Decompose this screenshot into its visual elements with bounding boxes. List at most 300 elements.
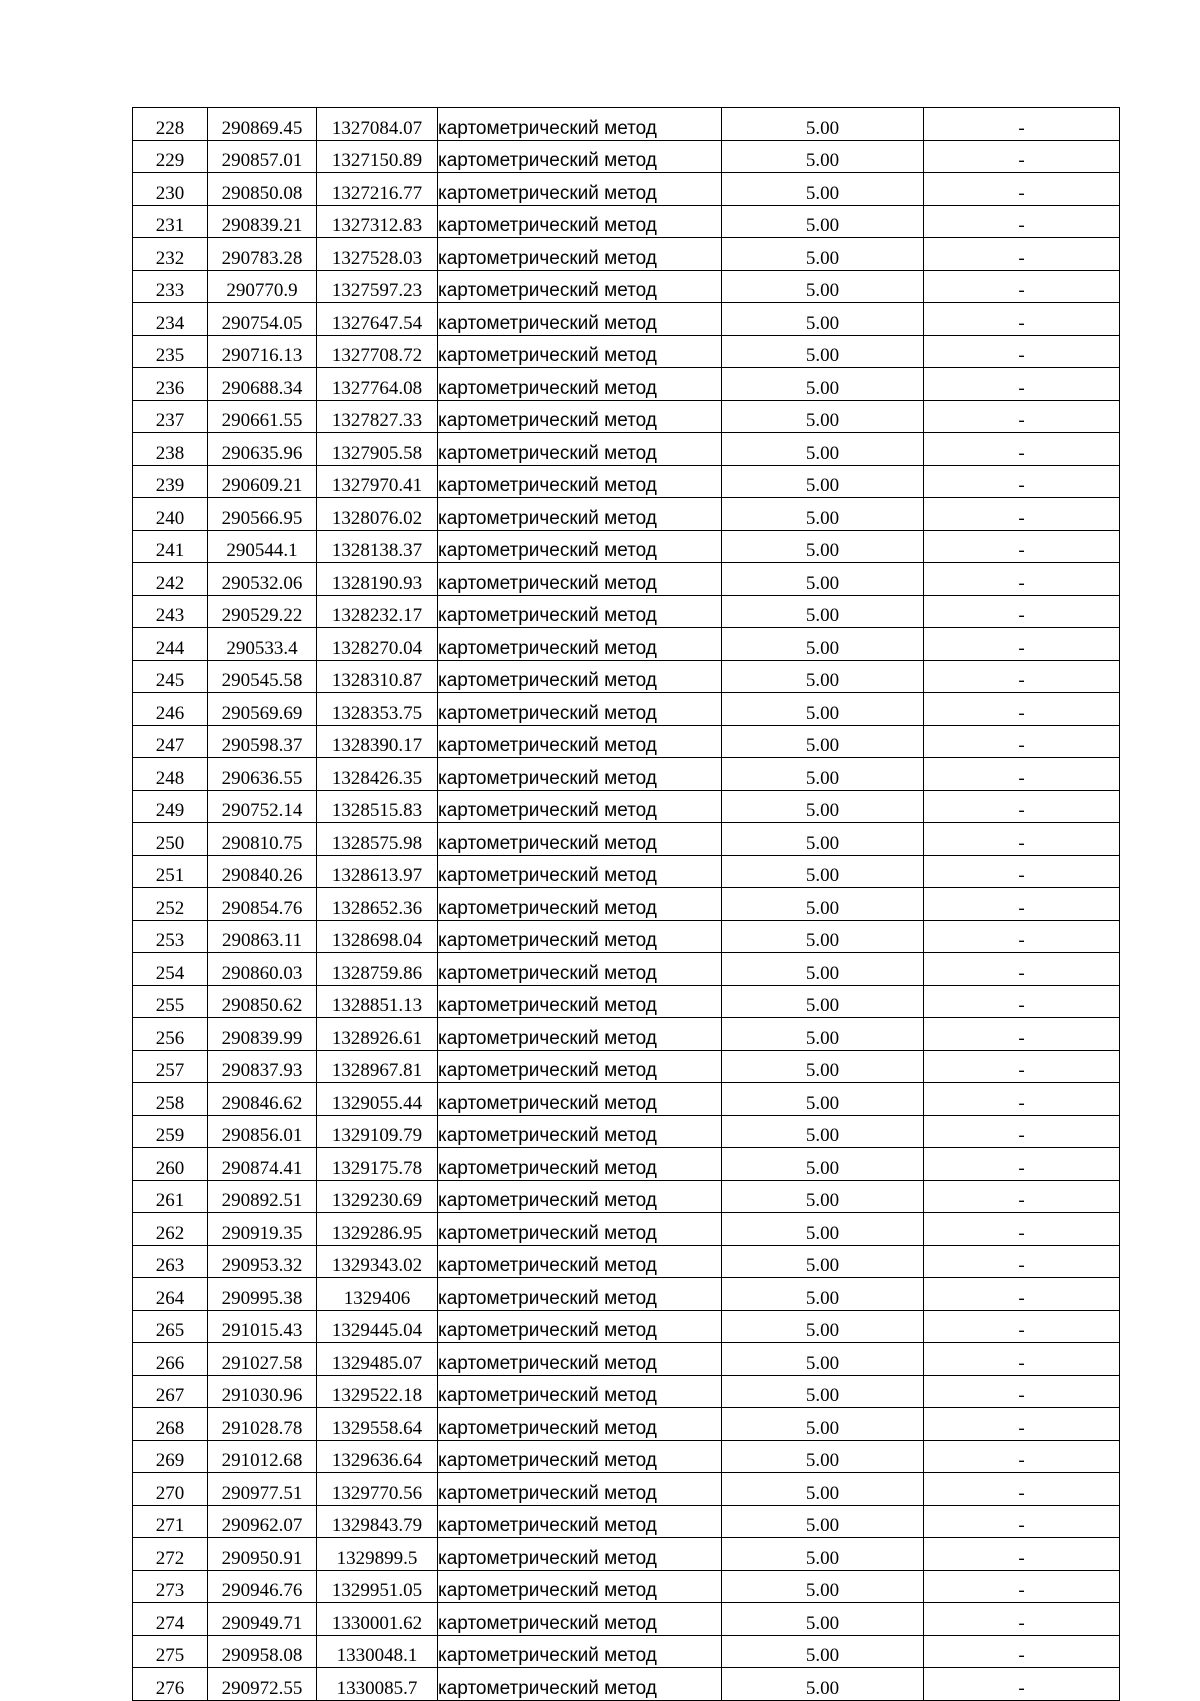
table-row <box>133 1018 1120 1051</box>
table-row <box>133 173 1120 206</box>
table-row <box>133 205 1120 238</box>
method-cell: картометрический метод <box>438 1635 722 1668</box>
method-cell: картометрический метод <box>438 1505 722 1538</box>
point-number-cell: 271 <box>133 1505 208 1538</box>
x-coordinate-cell: 290995.38 <box>208 1278 317 1311</box>
y-coordinate-cell: 1329558.64 <box>317 1408 438 1441</box>
x-coordinate-cell: 290839.21 <box>208 205 317 238</box>
table-row <box>133 303 1120 336</box>
table-row <box>133 758 1120 791</box>
description-cell: - <box>924 140 1120 173</box>
y-coordinate-cell: 1329230.69 <box>317 1180 438 1213</box>
y-coordinate-cell: 1327528.03 <box>317 238 438 271</box>
accuracy-cell: 5.00 <box>722 1538 924 1571</box>
description-cell: - <box>924 173 1120 206</box>
x-coordinate-cell: 290688.34 <box>208 368 317 401</box>
y-coordinate-cell: 1329109.79 <box>317 1115 438 1148</box>
y-coordinate-cell: 1328759.86 <box>317 953 438 986</box>
table-row <box>133 985 1120 1018</box>
description-cell: - <box>924 1635 1120 1668</box>
method-cell: картометрический метод <box>438 855 722 888</box>
point-number-cell: 257 <box>133 1050 208 1083</box>
point-number-cell: 230 <box>133 173 208 206</box>
description-cell: - <box>924 1603 1120 1636</box>
accuracy-cell: 5.00 <box>722 1570 924 1603</box>
y-coordinate-cell: 1328138.37 <box>317 530 438 563</box>
method-cell: картометрический метод <box>438 238 722 271</box>
y-coordinate-cell: 1327150.89 <box>317 140 438 173</box>
method-cell: картометрический метод <box>438 173 722 206</box>
y-coordinate-cell: 1327312.83 <box>317 205 438 238</box>
description-cell: - <box>924 270 1120 303</box>
table-row <box>133 1538 1120 1571</box>
point-number-cell: 245 <box>133 660 208 693</box>
method-cell: картометрический метод <box>438 660 722 693</box>
accuracy-cell: 5.00 <box>722 758 924 791</box>
accuracy-cell: 5.00 <box>722 628 924 661</box>
y-coordinate-cell: 1328698.04 <box>317 920 438 953</box>
y-coordinate-cell: 1327216.77 <box>317 173 438 206</box>
method-cell: картометрический метод <box>438 790 722 823</box>
y-coordinate-cell: 1329055.44 <box>317 1083 438 1116</box>
x-coordinate-cell: 290716.13 <box>208 335 317 368</box>
x-coordinate-cell: 290529.22 <box>208 595 317 628</box>
x-coordinate-cell: 290545.58 <box>208 660 317 693</box>
accuracy-cell: 5.00 <box>722 855 924 888</box>
accuracy-cell: 5.00 <box>722 1310 924 1343</box>
point-number-cell: 275 <box>133 1635 208 1668</box>
y-coordinate-cell: 1329406 <box>317 1278 438 1311</box>
y-coordinate-cell: 1328190.93 <box>317 563 438 596</box>
point-number-cell: 233 <box>133 270 208 303</box>
method-cell: картометрический метод <box>438 368 722 401</box>
x-coordinate-cell: 290919.35 <box>208 1213 317 1246</box>
y-coordinate-cell: 1328851.13 <box>317 985 438 1018</box>
x-coordinate-cell: 290874.41 <box>208 1148 317 1181</box>
point-number-cell: 276 <box>133 1668 208 1701</box>
method-cell: картометрический метод <box>438 205 722 238</box>
accuracy-cell: 5.00 <box>722 498 924 531</box>
point-number-cell: 232 <box>133 238 208 271</box>
table-row <box>133 1570 1120 1603</box>
accuracy-cell: 5.00 <box>722 205 924 238</box>
accuracy-cell: 5.00 <box>722 140 924 173</box>
accuracy-cell: 5.00 <box>722 1343 924 1376</box>
point-number-cell: 253 <box>133 920 208 953</box>
point-number-cell: 272 <box>133 1538 208 1571</box>
y-coordinate-cell: 1328426.35 <box>317 758 438 791</box>
method-cell: картометрический метод <box>438 888 722 921</box>
accuracy-cell: 5.00 <box>722 693 924 726</box>
method-cell: картометрический метод <box>438 400 722 433</box>
method-cell: картометрический метод <box>438 1473 722 1506</box>
table-row <box>133 563 1120 596</box>
accuracy-cell: 5.00 <box>722 1603 924 1636</box>
description-cell: - <box>924 1083 1120 1116</box>
table-row <box>133 335 1120 368</box>
y-coordinate-cell: 1328652.36 <box>317 888 438 921</box>
description-cell: - <box>924 660 1120 693</box>
method-cell: картометрический метод <box>438 1180 722 1213</box>
table-row <box>133 1213 1120 1246</box>
description-cell: - <box>924 1245 1120 1278</box>
accuracy-cell: 5.00 <box>722 1083 924 1116</box>
x-coordinate-cell: 290946.76 <box>208 1570 317 1603</box>
description-cell: - <box>924 1440 1120 1473</box>
description-cell: - <box>924 1473 1120 1506</box>
x-coordinate-cell: 290850.08 <box>208 173 317 206</box>
y-coordinate-cell: 1330085.7 <box>317 1668 438 1701</box>
accuracy-cell: 5.00 <box>722 1245 924 1278</box>
method-cell: картометрический метод <box>438 1245 722 1278</box>
method-cell: картометрический метод <box>438 530 722 563</box>
point-number-cell: 242 <box>133 563 208 596</box>
x-coordinate-cell: 290783.28 <box>208 238 317 271</box>
table-row <box>133 465 1120 498</box>
method-cell: картометрический метод <box>438 1538 722 1571</box>
table-row <box>133 1050 1120 1083</box>
description-cell: - <box>924 823 1120 856</box>
method-cell: картометрический метод <box>438 1310 722 1343</box>
description-cell: - <box>924 1213 1120 1246</box>
description-cell: - <box>924 628 1120 661</box>
table-row <box>133 1245 1120 1278</box>
description-cell: - <box>924 205 1120 238</box>
x-coordinate-cell: 290839.99 <box>208 1018 317 1051</box>
table-row <box>133 400 1120 433</box>
point-number-cell: 246 <box>133 693 208 726</box>
method-cell: картометрический метод <box>438 335 722 368</box>
accuracy-cell: 5.00 <box>722 465 924 498</box>
accuracy-cell: 5.00 <box>722 303 924 336</box>
table-row <box>133 855 1120 888</box>
x-coordinate-cell: 290962.07 <box>208 1505 317 1538</box>
y-coordinate-cell: 1328575.98 <box>317 823 438 856</box>
y-coordinate-cell: 1328270.04 <box>317 628 438 661</box>
accuracy-cell: 5.00 <box>722 1473 924 1506</box>
y-coordinate-cell: 1329636.64 <box>317 1440 438 1473</box>
description-cell: - <box>924 400 1120 433</box>
y-coordinate-cell: 1329843.79 <box>317 1505 438 1538</box>
method-cell: картометрический метод <box>438 1570 722 1603</box>
x-coordinate-cell: 290598.37 <box>208 725 317 758</box>
method-cell: картометрический метод <box>438 563 722 596</box>
method-cell: картометрический метод <box>438 140 722 173</box>
x-coordinate-cell: 290569.69 <box>208 693 317 726</box>
accuracy-cell: 5.00 <box>722 725 924 758</box>
accuracy-cell: 5.00 <box>722 563 924 596</box>
x-coordinate-cell: 290635.96 <box>208 433 317 466</box>
point-number-cell: 266 <box>133 1343 208 1376</box>
table-row <box>133 1148 1120 1181</box>
x-coordinate-cell: 290958.08 <box>208 1635 317 1668</box>
point-number-cell: 240 <box>133 498 208 531</box>
x-coordinate-cell: 290533.4 <box>208 628 317 661</box>
x-coordinate-cell: 290860.03 <box>208 953 317 986</box>
x-coordinate-cell: 290810.75 <box>208 823 317 856</box>
table-row <box>133 498 1120 531</box>
x-coordinate-cell: 290754.05 <box>208 303 317 336</box>
accuracy-cell: 5.00 <box>722 1050 924 1083</box>
x-coordinate-cell: 290636.55 <box>208 758 317 791</box>
point-number-cell: 254 <box>133 953 208 986</box>
point-number-cell: 231 <box>133 205 208 238</box>
x-coordinate-cell: 290977.51 <box>208 1473 317 1506</box>
y-coordinate-cell: 1330001.62 <box>317 1603 438 1636</box>
accuracy-cell: 5.00 <box>722 173 924 206</box>
table-row <box>133 1408 1120 1441</box>
table-row <box>133 1278 1120 1311</box>
x-coordinate-cell: 291028.78 <box>208 1408 317 1441</box>
table-row <box>133 1635 1120 1668</box>
y-coordinate-cell: 1328353.75 <box>317 693 438 726</box>
table-row <box>133 140 1120 173</box>
point-number-cell: 273 <box>133 1570 208 1603</box>
description-cell: - <box>924 595 1120 628</box>
y-coordinate-cell: 1327970.41 <box>317 465 438 498</box>
x-coordinate-cell: 290846.62 <box>208 1083 317 1116</box>
y-coordinate-cell: 1329770.56 <box>317 1473 438 1506</box>
accuracy-cell: 5.00 <box>722 1180 924 1213</box>
x-coordinate-cell: 290840.26 <box>208 855 317 888</box>
y-coordinate-cell: 1328515.83 <box>317 790 438 823</box>
point-number-cell: 241 <box>133 530 208 563</box>
table-row <box>133 1603 1120 1636</box>
point-number-cell: 251 <box>133 855 208 888</box>
accuracy-cell: 5.00 <box>722 108 924 141</box>
y-coordinate-cell: 1328310.87 <box>317 660 438 693</box>
y-coordinate-cell: 1329485.07 <box>317 1343 438 1376</box>
table-row <box>133 1083 1120 1116</box>
y-coordinate-cell: 1328076.02 <box>317 498 438 531</box>
x-coordinate-cell: 290544.1 <box>208 530 317 563</box>
accuracy-cell: 5.00 <box>722 790 924 823</box>
y-coordinate-cell: 1329445.04 <box>317 1310 438 1343</box>
point-number-cell: 259 <box>133 1115 208 1148</box>
y-coordinate-cell: 1328390.17 <box>317 725 438 758</box>
accuracy-cell: 5.00 <box>722 270 924 303</box>
x-coordinate-cell: 290863.11 <box>208 920 317 953</box>
method-cell: картометрический метод <box>438 1668 722 1701</box>
accuracy-cell: 5.00 <box>722 1505 924 1538</box>
description-cell: - <box>924 888 1120 921</box>
x-coordinate-cell: 290869.45 <box>208 108 317 141</box>
coordinates-table-body <box>133 108 1120 1701</box>
table-row <box>133 238 1120 271</box>
y-coordinate-cell: 1327647.54 <box>317 303 438 336</box>
table-row <box>133 888 1120 921</box>
table-row <box>133 1310 1120 1343</box>
accuracy-cell: 5.00 <box>722 400 924 433</box>
description-cell: - <box>924 1408 1120 1441</box>
description-cell: - <box>924 498 1120 531</box>
method-cell: картометрический метод <box>438 1375 722 1408</box>
description-cell: - <box>924 855 1120 888</box>
method-cell: картометрический метод <box>438 1213 722 1246</box>
coordinates-table <box>132 107 1120 1701</box>
point-number-cell: 250 <box>133 823 208 856</box>
x-coordinate-cell: 290532.06 <box>208 563 317 596</box>
x-coordinate-cell: 291030.96 <box>208 1375 317 1408</box>
description-cell: - <box>924 465 1120 498</box>
y-coordinate-cell: 1327597.23 <box>317 270 438 303</box>
description-cell: - <box>924 1570 1120 1603</box>
description-cell: - <box>924 433 1120 466</box>
method-cell: картометрический метод <box>438 628 722 661</box>
point-number-cell: 270 <box>133 1473 208 1506</box>
point-number-cell: 274 <box>133 1603 208 1636</box>
accuracy-cell: 5.00 <box>722 660 924 693</box>
table-row <box>133 693 1120 726</box>
description-cell: - <box>924 790 1120 823</box>
point-number-cell: 267 <box>133 1375 208 1408</box>
table-row <box>133 823 1120 856</box>
y-coordinate-cell: 1327708.72 <box>317 335 438 368</box>
description-cell: - <box>924 1148 1120 1181</box>
accuracy-cell: 5.00 <box>722 1375 924 1408</box>
description-cell: - <box>924 1310 1120 1343</box>
method-cell: картометрический метод <box>438 1603 722 1636</box>
method-cell: картометрический метод <box>438 725 722 758</box>
y-coordinate-cell: 1327084.07 <box>317 108 438 141</box>
accuracy-cell: 5.00 <box>722 238 924 271</box>
method-cell: картометрический метод <box>438 433 722 466</box>
point-number-cell: 247 <box>133 725 208 758</box>
point-number-cell: 228 <box>133 108 208 141</box>
x-coordinate-cell: 291015.43 <box>208 1310 317 1343</box>
x-coordinate-cell: 290566.95 <box>208 498 317 531</box>
y-coordinate-cell: 1327764.08 <box>317 368 438 401</box>
method-cell: картометрический метод <box>438 498 722 531</box>
method-cell: картометрический метод <box>438 1440 722 1473</box>
description-cell: - <box>924 985 1120 1018</box>
method-cell: картометрический метод <box>438 1083 722 1116</box>
point-number-cell: 249 <box>133 790 208 823</box>
description-cell: - <box>924 335 1120 368</box>
table-row <box>133 660 1120 693</box>
table-row <box>133 108 1120 141</box>
method-cell: картометрический метод <box>438 953 722 986</box>
accuracy-cell: 5.00 <box>722 1668 924 1701</box>
description-cell: - <box>924 725 1120 758</box>
point-number-cell: 269 <box>133 1440 208 1473</box>
accuracy-cell: 5.00 <box>722 1148 924 1181</box>
x-coordinate-cell: 290857.01 <box>208 140 317 173</box>
accuracy-cell: 5.00 <box>722 823 924 856</box>
accuracy-cell: 5.00 <box>722 595 924 628</box>
accuracy-cell: 5.00 <box>722 985 924 1018</box>
point-number-cell: 244 <box>133 628 208 661</box>
method-cell: картометрический метод <box>438 1343 722 1376</box>
accuracy-cell: 5.00 <box>722 530 924 563</box>
method-cell: картометрический метод <box>438 823 722 856</box>
point-number-cell: 234 <box>133 303 208 336</box>
method-cell: картометрический метод <box>438 758 722 791</box>
x-coordinate-cell: 291012.68 <box>208 1440 317 1473</box>
x-coordinate-cell: 290856.01 <box>208 1115 317 1148</box>
description-cell: - <box>924 953 1120 986</box>
point-number-cell: 229 <box>133 140 208 173</box>
description-cell: - <box>924 693 1120 726</box>
x-coordinate-cell: 290661.55 <box>208 400 317 433</box>
point-number-cell: 262 <box>133 1213 208 1246</box>
x-coordinate-cell: 291027.58 <box>208 1343 317 1376</box>
y-coordinate-cell: 1329175.78 <box>317 1148 438 1181</box>
y-coordinate-cell: 1327827.33 <box>317 400 438 433</box>
method-cell: картометрический метод <box>438 1115 722 1148</box>
method-cell: картометрический метод <box>438 693 722 726</box>
table-row <box>133 1668 1120 1701</box>
accuracy-cell: 5.00 <box>722 1440 924 1473</box>
description-cell: - <box>924 368 1120 401</box>
table-row <box>133 725 1120 758</box>
description-cell: - <box>924 1018 1120 1051</box>
description-cell: - <box>924 758 1120 791</box>
x-coordinate-cell: 290837.93 <box>208 1050 317 1083</box>
description-cell: - <box>924 1538 1120 1571</box>
method-cell: картометрический метод <box>438 465 722 498</box>
table-row <box>133 1375 1120 1408</box>
point-number-cell: 252 <box>133 888 208 921</box>
point-number-cell: 248 <box>133 758 208 791</box>
accuracy-cell: 5.00 <box>722 1018 924 1051</box>
table-row <box>133 530 1120 563</box>
description-cell: - <box>924 920 1120 953</box>
description-cell: - <box>924 563 1120 596</box>
accuracy-cell: 5.00 <box>722 920 924 953</box>
table-row <box>133 1115 1120 1148</box>
table-row <box>133 1473 1120 1506</box>
table-row <box>133 920 1120 953</box>
table-row <box>133 1343 1120 1376</box>
description-cell: - <box>924 108 1120 141</box>
method-cell: картометрический метод <box>438 1148 722 1181</box>
table-row <box>133 270 1120 303</box>
method-cell: картометрический метод <box>438 108 722 141</box>
method-cell: картометрический метод <box>438 985 722 1018</box>
point-number-cell: 237 <box>133 400 208 433</box>
method-cell: картометрический метод <box>438 920 722 953</box>
accuracy-cell: 5.00 <box>722 368 924 401</box>
point-number-cell: 261 <box>133 1180 208 1213</box>
y-coordinate-cell: 1327905.58 <box>317 433 438 466</box>
method-cell: картометрический метод <box>438 595 722 628</box>
table-row <box>133 790 1120 823</box>
x-coordinate-cell: 290949.71 <box>208 1603 317 1636</box>
description-cell: - <box>924 530 1120 563</box>
y-coordinate-cell: 1328232.17 <box>317 595 438 628</box>
method-cell: картометрический метод <box>438 1050 722 1083</box>
x-coordinate-cell: 290950.91 <box>208 1538 317 1571</box>
point-number-cell: 239 <box>133 465 208 498</box>
accuracy-cell: 5.00 <box>722 1408 924 1441</box>
description-cell: - <box>924 1668 1120 1701</box>
x-coordinate-cell: 290752.14 <box>208 790 317 823</box>
y-coordinate-cell: 1329899.5 <box>317 1538 438 1571</box>
y-coordinate-cell: 1330048.1 <box>317 1635 438 1668</box>
description-cell: - <box>924 1050 1120 1083</box>
table-row <box>133 1180 1120 1213</box>
description-cell: - <box>924 1278 1120 1311</box>
point-number-cell: 258 <box>133 1083 208 1116</box>
y-coordinate-cell: 1329343.02 <box>317 1245 438 1278</box>
x-coordinate-cell: 290854.76 <box>208 888 317 921</box>
method-cell: картометрический метод <box>438 303 722 336</box>
description-cell: - <box>924 1180 1120 1213</box>
point-number-cell: 264 <box>133 1278 208 1311</box>
y-coordinate-cell: 1329286.95 <box>317 1213 438 1246</box>
accuracy-cell: 5.00 <box>722 1213 924 1246</box>
